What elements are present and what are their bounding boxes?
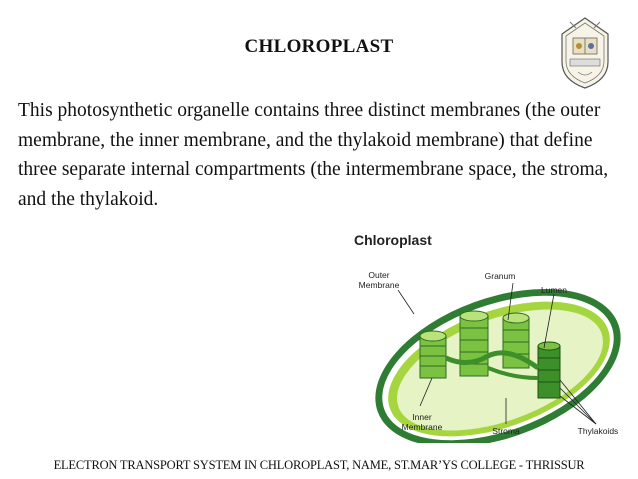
label-stroma: Stroma [492,426,520,436]
slide-footer: ELECTRON TRANSPORT SYSTEM IN CHLOROPLAST, NAME, ST.MAR’YS COLLEGE - THRISSUR [53,458,585,472]
label-outer-line1: Outer [368,270,390,280]
label-inner-line1: Inner [412,412,432,422]
slide-title: CHLOROPLAST [244,36,394,57]
label-granum: Granum [484,271,516,281]
chloroplast-diagram [348,228,633,443]
label-outer-line2: Membrane [358,280,400,290]
granum-stack-1 [420,331,446,378]
college-crest-icon [556,12,614,90]
description-paragraph: This photosynthetic organelle contains three distinct membranes (the outer membrane, the inner membrane, and the thylakoid membrane) that define three separate internal compartments (the intermembrane space, the stroma, and the thylakoid. [18,100,609,210]
label-thylakoids: Thylakoids [577,426,619,436]
granum-stack-4 [538,342,560,398]
figure-title: Chloroplast [354,232,432,248]
label-inner-membrane [398,412,446,432]
label-inner-line2: Membrane [401,422,443,432]
label-outer-membrane [356,270,402,290]
granum-stack-2 [460,311,488,376]
label-lumen: Lumen [541,285,567,295]
